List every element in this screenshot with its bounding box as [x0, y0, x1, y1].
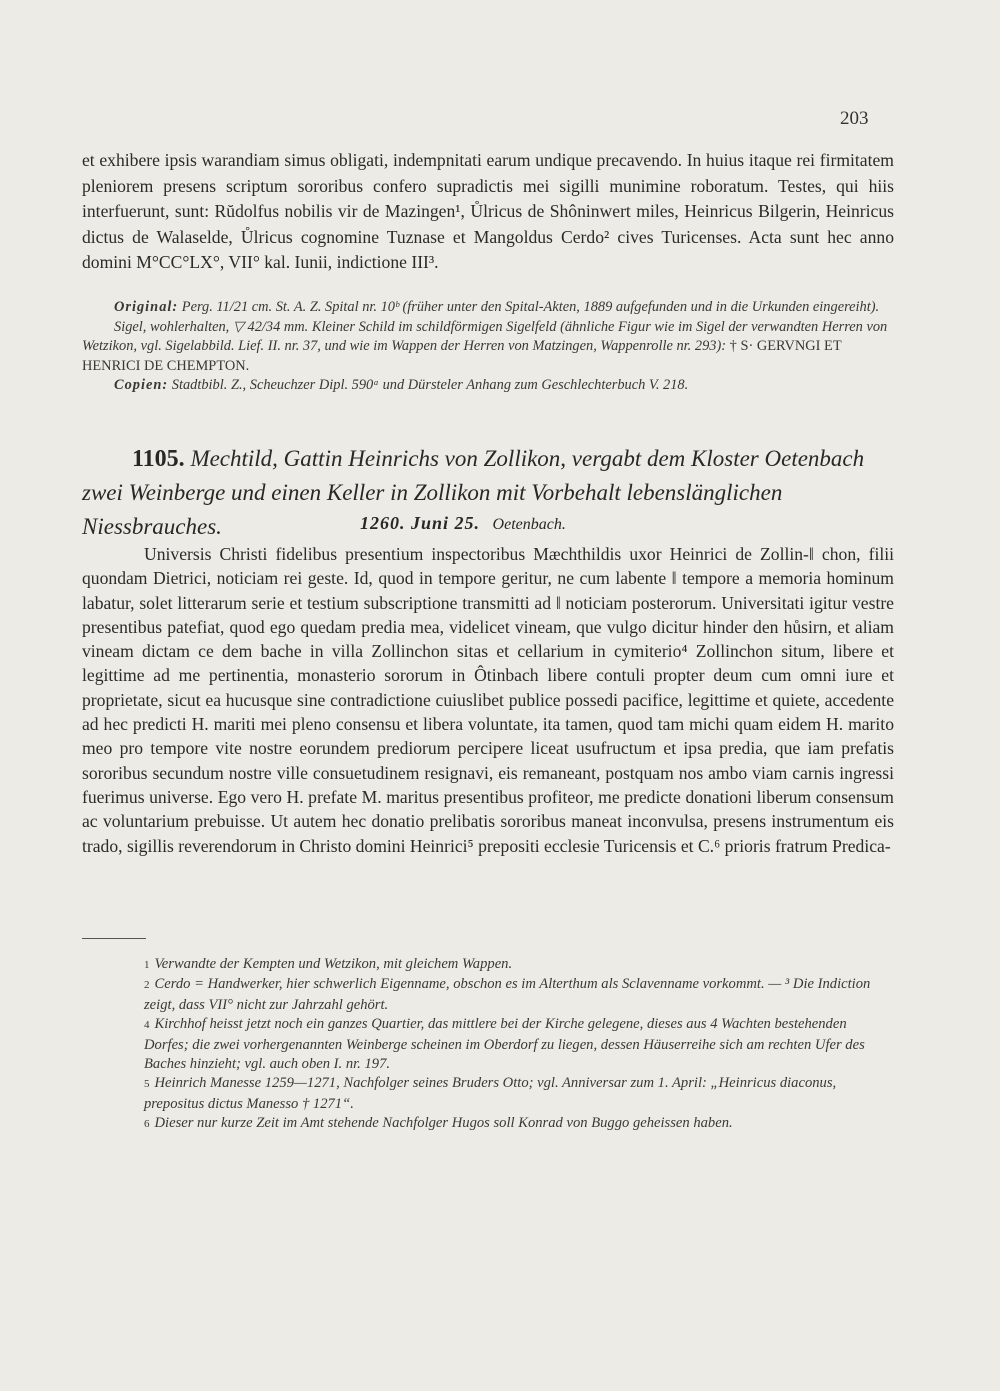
- footnote-6: [82, 1114, 894, 1134]
- footnote-divider: [82, 938, 146, 939]
- preceding-charter-paragraph: et exhibere ipsis warandiam simus obligati, indempnitati earum undique precavendo. In huius itaque rei firmitatem pleniorem presens scriptum sororibus confero supradictis mei sigilli munimine roboratum. Testes, qui hiis interfuerunt, sunt: Rŭdolfus nobilis vir de Mazingen¹, Ůlricus de Shôninwert miles, Heinricus Bilgerin, Heinricus dictus de Walaselde, Ůlricus cognomine Tuznase et Mangoldus Cerdo² cives Turicenses. Acta sunt hec anno domini M°CC°LX°, VII° kal. Iunii, indictione III³.: [82, 150, 894, 273]
- footnote-text: Cerdo = Handwerker, hier schwerlich Eigenname, obschon es im Alterthum als Sclavenname vorkommt. — ³ Die Indiction zeigt, dass VII° nicht zur Jahrzahl gehört.: [144, 976, 871, 1013]
- note-sigel-text: Sigel, wohlerhalten, ▽ 42/34 mm. Kleiner Schild im schildförmigen Sigelfeld (ähnliche Figur wie im Sigel der verwandten Herren von Wetzikon, vgl. Sigelabbild. Lief. II. nr. 37, und wie im Wappen der Herren von Matzingen, Wappenrolle nr. 293):: [82, 318, 888, 355]
- charter-notes: [82, 298, 894, 396]
- footnote-text: Verwandte der Kempten und Wetzikon, mit gleichem Wappen.: [154, 956, 513, 972]
- entry-title: Mechtild, Gattin Heinrichs von Zollikon, vergabt dem Kloster Oetenbach zwei Weinberge und einen Keller in Zollikon mit Vorbehalt lebenslänglichen Niessbrauches.: [82, 446, 865, 539]
- footnote-text: Dieser nur kurze Zeit im Amt stehende Nachfolger Hugos soll Konrad von Buggo geheissen haben.: [154, 1115, 733, 1132]
- page-number: 203: [840, 108, 869, 129]
- entry-number: 1105.: [132, 446, 185, 472]
- footnote-text: Kirchhof heisst jetzt noch ein ganzes Quartier, das mittlere bei der Kirche gelegene, dieses aus 4 Wachten bestehenden Dorfes; die zwei vorhergenannten Weinberge scheinen im Oberdorf zu liegen, dessen Häuserreihe sich am rechten Ufer des Baches hinzieht; vgl. auch oben I. nr. 197.: [144, 1016, 865, 1073]
- note-original-label: Original:: [114, 299, 179, 315]
- footnote-number: 2: [144, 979, 150, 992]
- note-copien-text: Stadtbibl. Z., Scheuchzer Dipl. 590ᵃ und Dürsteler Anhang zum Geschlechterbuch V. 218.: [171, 377, 689, 394]
- note-copien: [82, 376, 894, 396]
- footnote-text: Heinrich Manesse 1259—1271, Nachfolger seines Bruders Otto; vgl. Anniversar zum 1. April: „Heinricus diaconus, prepositus dictus Manesso † 1271“.: [144, 1075, 837, 1112]
- note-original-text: Perg. 11/21 cm. St. A. Z. Spital nr. 10ᵇ (früher unter den Spital-Akten, 1889 aufgefunden und in die Urkunden eingereiht).: [181, 299, 880, 315]
- note-sigel: [82, 318, 894, 377]
- charter-body: [82, 542, 894, 858]
- footnote-5: [82, 1074, 894, 1114]
- entry-place: Oetenbach.: [492, 516, 566, 533]
- charter-body-paragraph: Universis Christi fidelibus presentium inspectoribus Mæchthildis uxor Heinrici de Zollin-‖ chon, filii quondam Dietrici, noticiam rei geste. Id, quod in tempore geritur, ne cum labente ‖ tempore a memoria hominum labatur, solet litterarum serie et testium subscriptione transmitti ad ‖ noticiam posterorum. Universitati igitur vestre presentibus patefiat, quod ego quedam predia mea, videlicet vineam, que vulgo dicitur hinder den hůsirn, et aliam vineam dictam ce dem bache in villa Zollinchon sitas et cellarium in cymiterio⁴ Zollinchon situm, libere et legittime ad me pertinentia, monasterio sororum in Ôtinbach libere contuli propter deum cum omni iure et proprietate, sicut ea hucusque sine contradictione cuiuslibet publice possedi pacifice, legittime et quiete, accedente ad hec predicti H. mariti mei pleno consensu et libera voluntate, ita tamen, quod tam michi quam eidem H. marito meo pro tempore vite nostre eorundem prediorum percipere liceat usufructum et ipsa predia, que iam prefatis sororibus secundum nostre ville consuetudinem resignavi, eis remaneant, postquam nos ambo viam carnis ingressi fuerimus universe. Ego vero H. prefate M. maritus presentibus profiteor, me predicte donationi liberum consensum ac voluntarium prebuisse. Ut autem hec donatio prelibatis sororibus maneat inconvulsa, presens instrumentum eis trado, sigillis reverendorum in Christo domini Heinrici⁵ prepositi ecclesie Turicensis et C.⁶ prioris fratrum Predica-: [82, 544, 894, 856]
- note-original: [82, 298, 894, 318]
- footnote-number: 5: [144, 1078, 150, 1091]
- footnote-4: [82, 1015, 894, 1074]
- note-copien-label: Copien:: [114, 377, 169, 394]
- footnotes: [82, 955, 894, 1135]
- footnote-number: 6: [144, 1118, 150, 1131]
- footnote-2: [82, 975, 894, 1015]
- footnote-number: 4: [144, 1019, 150, 1032]
- entry-dateline: [360, 513, 566, 534]
- preceding-charter-text: [82, 148, 894, 276]
- entry-date: 1260. Juni 25.: [360, 513, 481, 533]
- seal-legend: † S· GERVNGI ET HENRICI DE CHEMPTON.: [82, 338, 842, 374]
- footnote-1: [82, 955, 894, 975]
- footnote-number: 1: [144, 959, 150, 971]
